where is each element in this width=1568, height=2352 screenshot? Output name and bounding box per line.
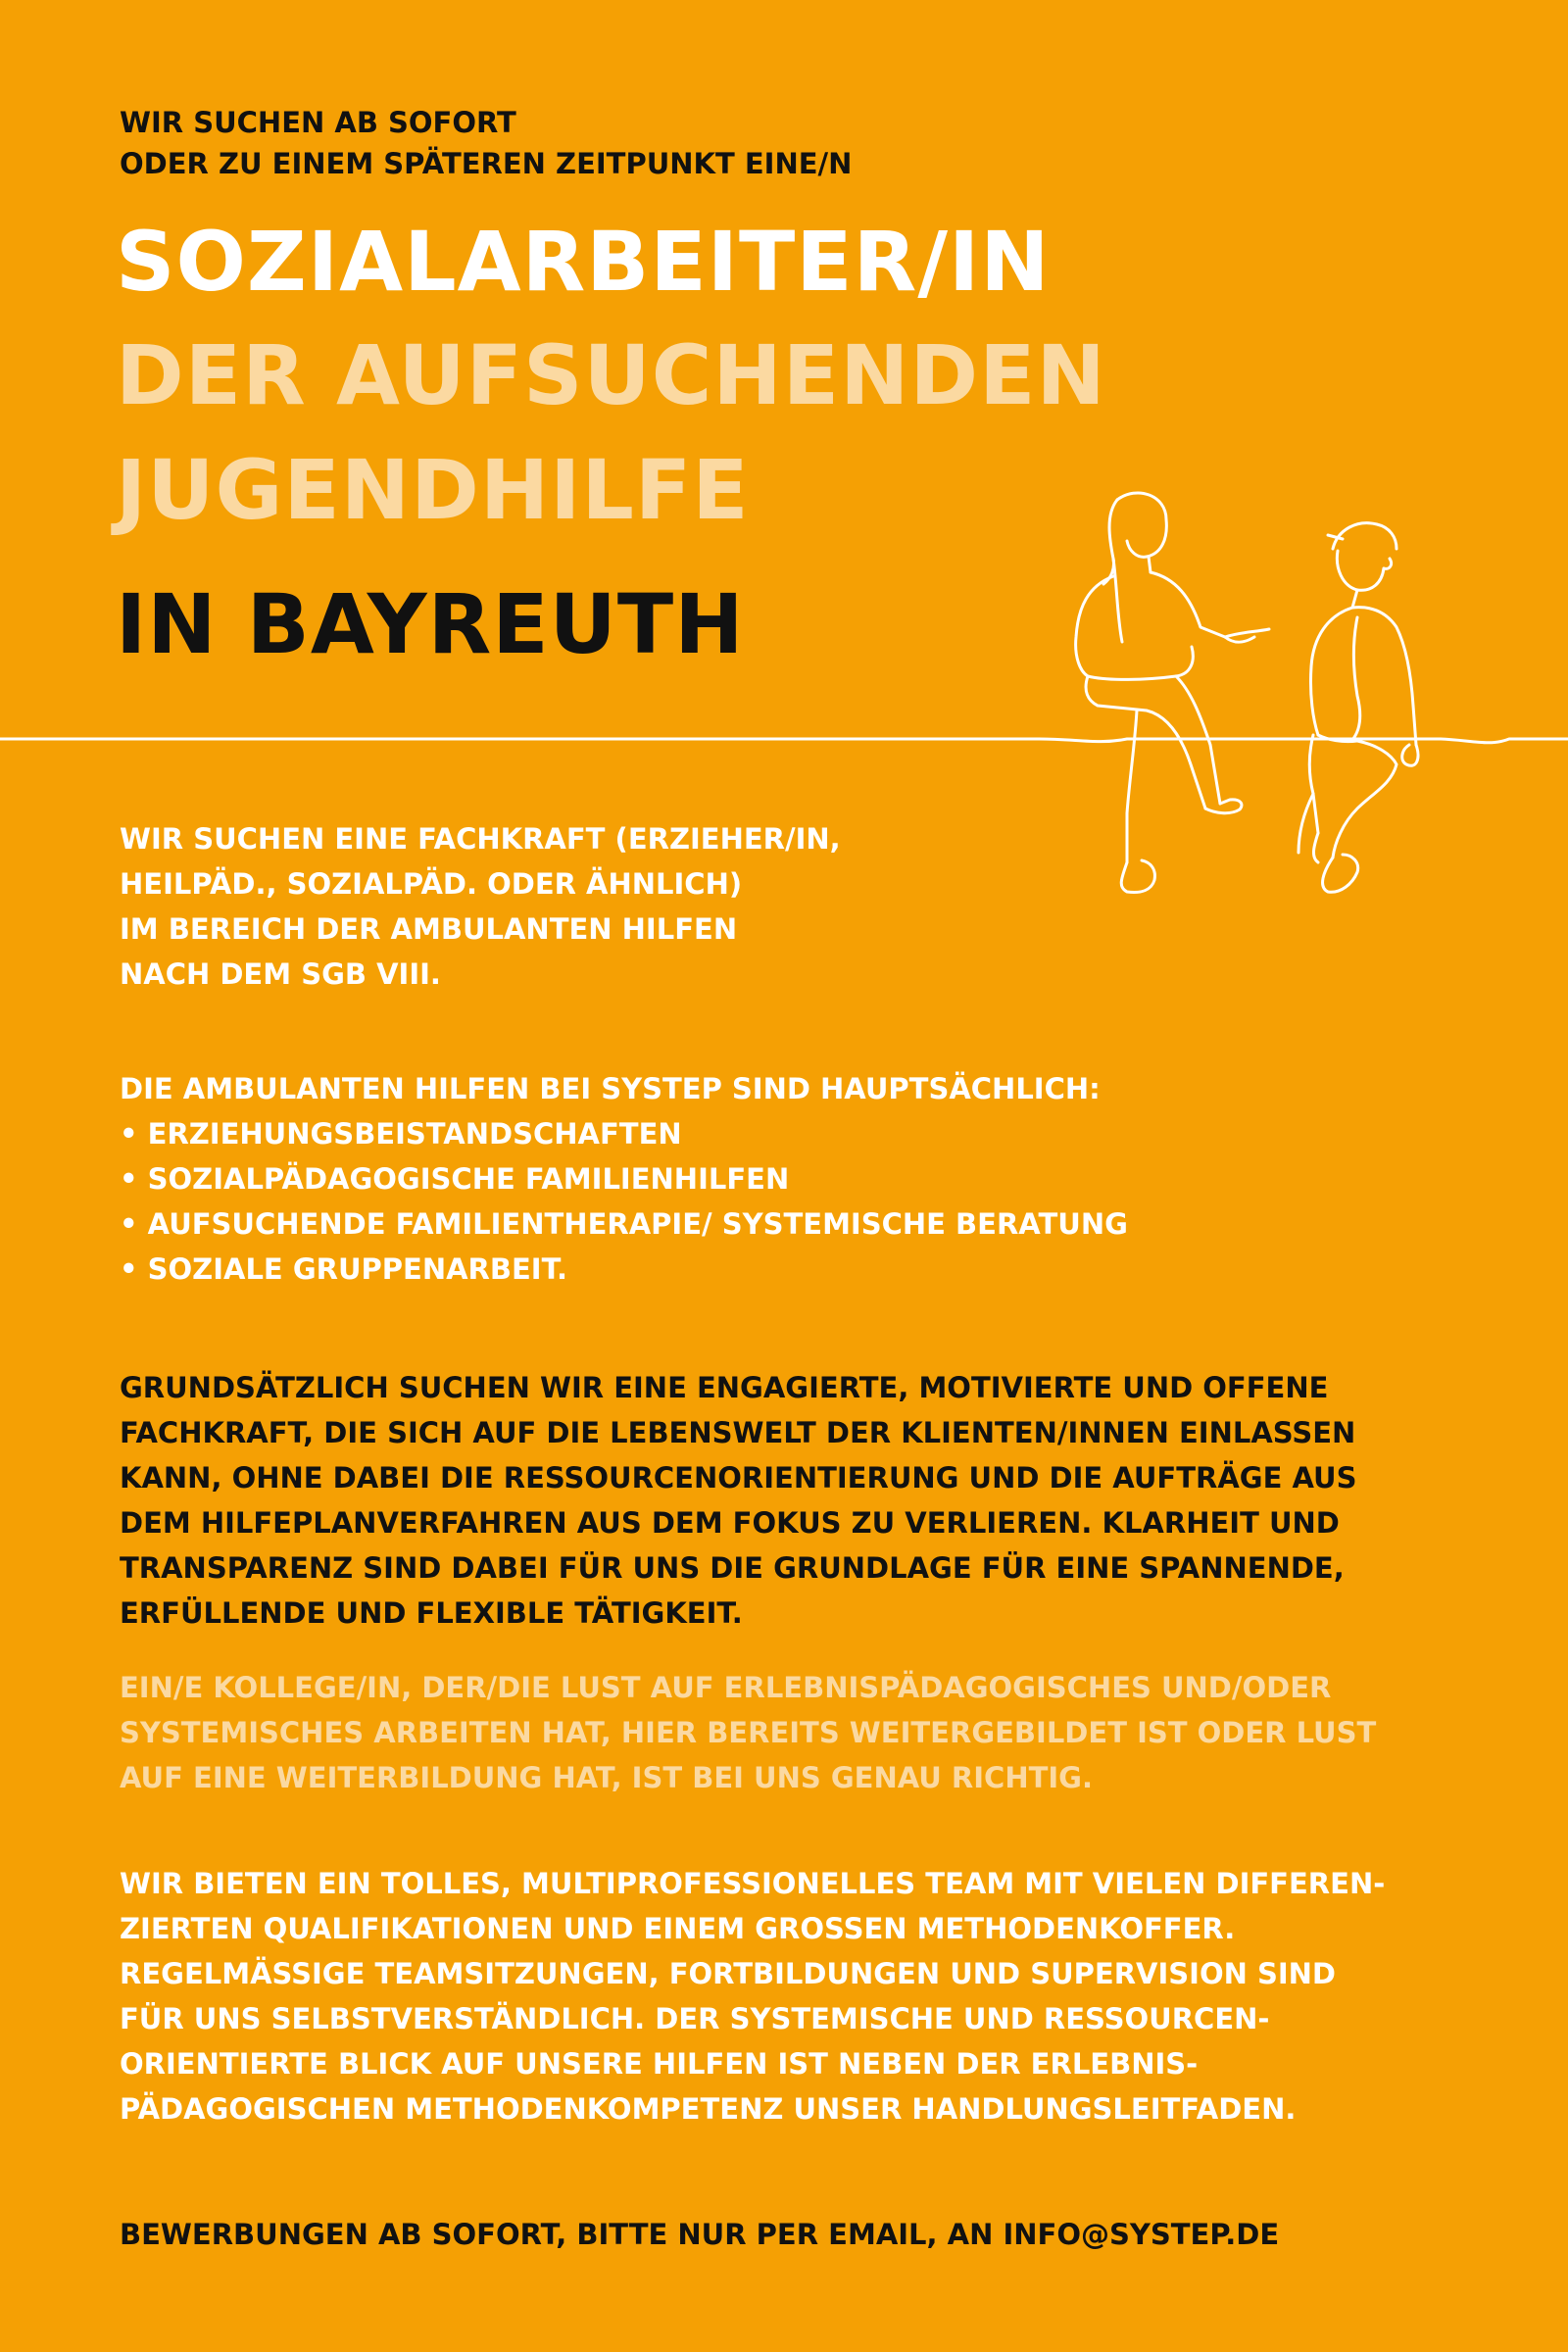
paragraph-offer — [120, 1861, 1385, 2132]
text-line: REGELMÄSSIGE TEAMSITZUNGEN, FORTBILDUNGEN UND SUPERVISION SIND — [120, 1957, 1336, 1990]
text-line: NACH DEM SGB VIII. — [120, 957, 441, 991]
text-line: TRANSPARENZ SIND DABEI FÜR UNS DIE GRUNDLAGE FÜR EINE SPANNENDE, — [120, 1551, 1345, 1585]
text-line: GRUNDSÄTZLICH SUCHEN WIR EINE ENGAGIERTE, MOTIVIERTE UND OFFENE — [120, 1371, 1329, 1404]
paragraph-profile — [120, 1365, 1356, 1636]
text-line: FACHKRAFT, DIE SICH AUF DIE LEBENSWELT DER KLIENTEN/INNEN EINLASSEN — [120, 1416, 1356, 1449]
text-line: ERFÜLLENDE UND FLEXIBLE TÄTIGKEIT. — [120, 1596, 743, 1630]
text-line: ZIERTEN QUALIFIKATIONEN UND EINEM GROSSEN METHODENKOFFER. — [120, 1912, 1236, 1945]
text-line: EIN/E KOLLEGE/IN, DER/DIE LUST AUF ERLEBNISPÄDAGOGISCHES UND/ODER — [120, 1671, 1332, 1704]
text-line: WIR BIETEN EIN TOLLES, MULTIPROFESSIONELLES TEAM MIT VIELEN DIFFEREN- — [120, 1867, 1386, 1900]
title-line-sub2: JUGENDHILFE — [116, 442, 750, 538]
paragraph-colleague — [120, 1665, 1376, 1800]
text-line: KANN, OHNE DABEI DIE RESSOURCENORIENTIERUNG UND DIE AUFTRÄGE AUS — [120, 1461, 1357, 1494]
intro-line: WIR SUCHEN AB SOFORT — [120, 106, 516, 139]
text-line: SYSTEMISCHES ARBEITEN HAT, HIER BEREITS WEITERGEBILDET IST ODER LUST — [120, 1716, 1377, 1749]
text-line: WIR SUCHEN EINE FACHKRAFT (ERZIEHER/IN, — [120, 822, 841, 856]
text-line: AUF EINE WEITERBILDUNG HAT, IST BEI UNS GENAU RICHTIG. — [120, 1761, 1093, 1794]
title-line-sub1: DER AUFSUCHENDEN — [116, 327, 1106, 423]
two-people-sitting-line-art-icon — [1019, 470, 1509, 941]
text-line: IM BEREICH DER AMBULANTEN HILFEN — [120, 912, 738, 946]
title-line-job: SOZIALARBEITER/IN — [116, 214, 1051, 310]
list-item: • SOZIALE GRUPPENARBEIT. — [120, 1247, 1128, 1292]
list-item: • ERZIEHUNGSBEISTANDSCHAFTEN — [120, 1111, 1128, 1156]
services-intro: DIE AMBULANTEN HILFEN BEI SYSTEP SIND HAUPTSÄCHLICH: — [120, 1072, 1101, 1105]
text-line: DEM HILFEPLANVERFAHREN AUS DEM FOKUS ZU VERLIEREN. KLARHEIT UND — [120, 1506, 1340, 1540]
paragraph-requirements — [120, 816, 841, 997]
text-line: FÜR UNS SELBSTVERSTÄNDLICH. DER SYSTEMISCHE UND RESSOURCEN- — [120, 2002, 1270, 2035]
text-line: ORIENTIERTE BLICK AUF UNSERE HILFEN IST NEBEN DER ERLEBNIS- — [120, 2047, 1199, 2081]
intro-line: ODER ZU EINEM SPÄTEREN ZEITPUNKT EINE/N — [120, 147, 853, 180]
text-line: HEILPÄD., SOZIALPÄD. ODER ÄHNLICH) — [120, 867, 743, 901]
closing-application-note: BEWERBUNGEN AB SOFORT, BITTE NUR PER EMAIL, AN INFO@SYSTEP.DE — [120, 2218, 1280, 2251]
services-list — [120, 1111, 1128, 1292]
list-item: • SOZIALPÄDAGOGISCHE FAMILIENHILFEN — [120, 1156, 1128, 1201]
text-line: PÄDAGOGISCHEN METHODENKOMPETENZ UNSER HANDLUNGSLEITFADEN. — [120, 2092, 1297, 2126]
list-item: • AUFSUCHENDE FAMILIENTHERAPIE/ SYSTEMISCHE BERATUNG — [120, 1201, 1128, 1247]
intro-text — [120, 102, 852, 184]
title-line-location: IN BAYREUTH — [116, 576, 745, 672]
